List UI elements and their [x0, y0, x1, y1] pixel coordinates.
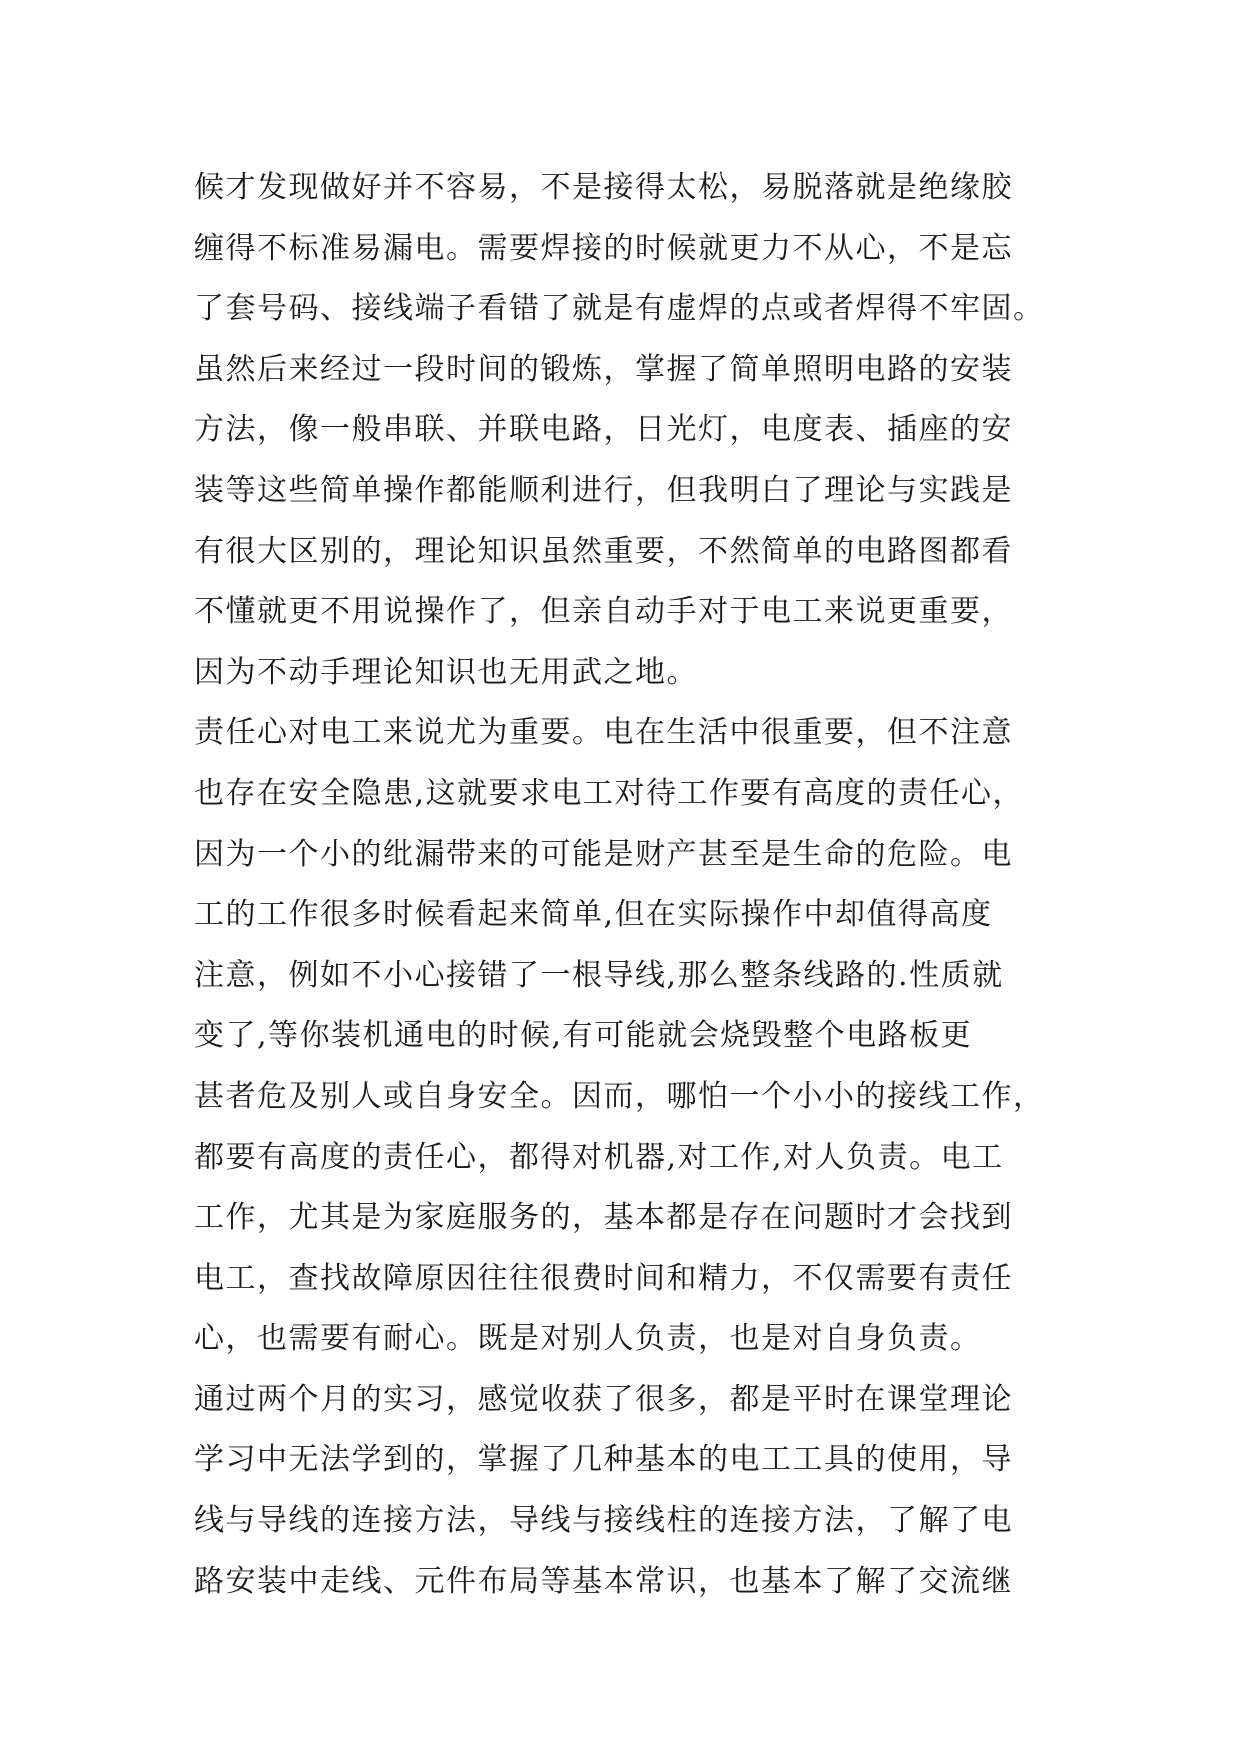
- text-line: 电工，查找故障原因往往很费时间和精力，不仅需要有责任: [194, 1260, 1013, 1296]
- text-line: 装等这些简单操作都能顺利进行，但我明白了理论与实践是: [194, 472, 1013, 508]
- text-line: 工作，尤其是为家庭服务的，基本都是存在问题时才会找到: [194, 1200, 1013, 1236]
- text-line: 线与导线的连接方法，导线与接线柱的连接方法，了解了电: [194, 1503, 1013, 1539]
- text-line: 有很大区别的，理论知识虽然重要，不然简单的电路图都看: [194, 533, 1013, 569]
- text-line: 不懂就更不用说操作了，但亲自动手对于电工来说更重要，: [194, 594, 1013, 630]
- text-line: 方法，像一般串联、并联电路，日光灯，电度表、插座的安: [194, 412, 1013, 448]
- text-line: 都要有高度的责任心，都得对机器,对工作,对人负责。电工: [194, 1139, 1004, 1175]
- text-line: 通过两个月的实习，感觉收获了很多，都是平时在课堂理论: [194, 1381, 1013, 1417]
- text-line: 甚者危及别人或自身安全。因而，哪怕一个小小的接线工作，: [194, 1078, 1045, 1114]
- text-line: 学习中无法学到的，掌握了几种基本的电工工具的使用，导: [194, 1442, 1013, 1478]
- text-line: 注意，例如不小心接错了一根导线,那么整条线路的.性质就: [194, 957, 1004, 993]
- text-line: 心，也需要有耐心。既是对别人负责，也是对自身负责。: [194, 1321, 982, 1357]
- text-line: 也存在安全隐患,这就要求电工对待工作要有高度的责任心，: [194, 775, 1025, 811]
- text-line: 变了,等你装机通电的时候,有可能就会烧毁整个电路板更: [194, 1018, 973, 1054]
- text-line: 路安装中走线、元件布局等基本常识，也基本了解了交流继: [194, 1563, 1013, 1599]
- text-line: 因为不动手理论知识也无用武之地。: [194, 654, 698, 690]
- text-line: 虽然后来经过一段时间的锻炼，掌握了简单照明电路的安装: [194, 351, 1013, 387]
- text-line: 因为一个小的纰漏带来的可能是财产甚至是生命的危险。电: [194, 836, 1013, 872]
- text-line: 候才发现做好并不容易，不是接得太松，易脱落就是绝缘胶: [194, 170, 1013, 205]
- text-line: 缠得不标准易漏电。需要焊接的时候就更力不从心，不是忘: [194, 230, 1013, 266]
- text-line: 责任心对电工来说尤为重要。电在生活中很重要，但不注意: [194, 715, 1013, 751]
- text-line: 工的工作很多时候看起来简单,但在实际操作中却值得高度: [194, 897, 993, 933]
- body-text: [194, 158, 1074, 1612]
- text-line: 了套号码、接线端子看错了就是有虚焊的点或者焊得不牢固。: [194, 291, 1045, 327]
